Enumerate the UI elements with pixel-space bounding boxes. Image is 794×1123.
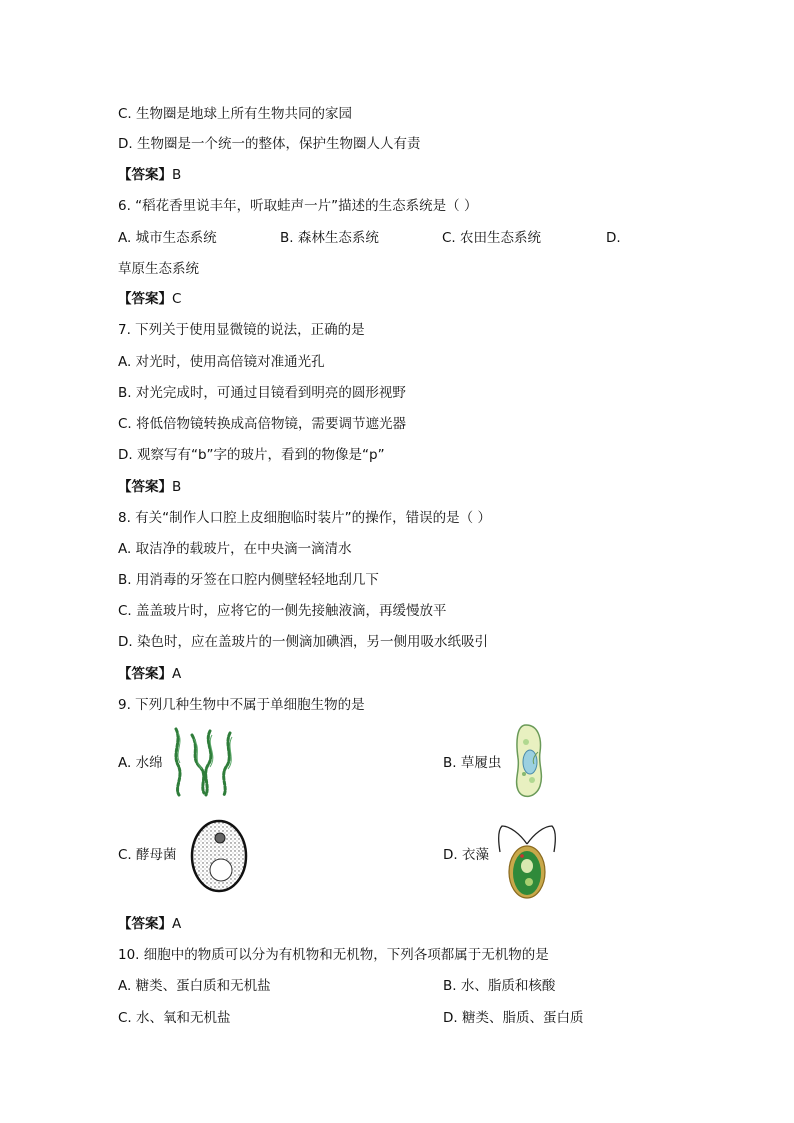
q9-option-b: B. 草履虫 [443, 755, 502, 771]
answer-label: 【答案】 [118, 167, 172, 183]
answer-label: 【答案】 [118, 666, 172, 682]
q7-answer [118, 478, 181, 496]
q8-stem: 8. 有关“制作人口腔上皮细胞临时装片”的操作，错误的是（ ） [118, 510, 491, 526]
q10-option-b: B. 水、脂质和核酸 [443, 978, 556, 994]
q8-option-a: A. 取洁净的载玻片，在中央滴一滴清水 [118, 541, 352, 557]
q10-option-d: D. 糖类、脂质、蛋白质 [443, 1010, 584, 1026]
q9-option-a: A. 水绵 [118, 755, 163, 771]
q5-option-d: D. 生物圈是一个统一的整体，保护生物圈人人有责 [118, 136, 421, 152]
q6-option-b: B. 森林生态系统 [280, 230, 379, 246]
answer-value: A [172, 666, 182, 682]
q9-option-c: C. 酵母菌 [118, 847, 177, 863]
answer-value: C [172, 291, 182, 307]
yeast-image [190, 818, 248, 894]
answer-value: B [172, 479, 182, 495]
q8-answer [118, 665, 181, 683]
spirogyra-image [170, 727, 238, 797]
answer-value: A [172, 916, 182, 932]
q9-stem: 9. 下列几种生物中不属于单细胞生物的是 [118, 697, 365, 713]
paramecium-image [508, 722, 550, 802]
q7-option-c: C. 将低倍物镜转换成高倍物镜，需要调节遮光器 [118, 416, 407, 432]
q6-option-d: D. [606, 230, 621, 246]
q9-option-d: D. 衣藻 [443, 847, 489, 863]
q9-answer [118, 915, 181, 933]
q8-option-c: C. 盖盖玻片时，应将它的一侧先接触液滴，再缓慢放平 [118, 603, 447, 619]
q6-stem: 6. “稻花香里说丰年，听取蛙声一片”描述的生态系统是（ ） [118, 198, 478, 214]
q8-option-b: B. 用消毒的牙签在口腔内侧壁轻轻地刮几下 [118, 572, 379, 588]
q5-answer [118, 166, 181, 184]
q6-answer [118, 290, 181, 308]
q10-option-c: C. 水、氧和无机盐 [118, 1010, 231, 1026]
q10-option-a: A. 糖类、蛋白质和无机盐 [118, 978, 271, 994]
q6-option-a: A. 城市生态系统 [118, 230, 217, 246]
q7-option-b: B. 对光完成时，可通过目镜看到明亮的圆形视野 [118, 385, 406, 401]
answer-label: 【答案】 [118, 291, 172, 307]
q8-option-d: D. 染色时，应在盖玻片的一侧滴加碘酒，另一侧用吸水纸吸引 [118, 634, 488, 650]
answer-value: B [172, 167, 182, 183]
q6-option-d-text: 草原生态系统 [118, 261, 199, 277]
chlamydomonas-image [496, 816, 558, 902]
answer-label: 【答案】 [118, 479, 172, 495]
q6-option-c: C. 农田生态系统 [442, 230, 542, 246]
q10-stem: 10. 细胞中的物质可以分为有机物和无机物，下列各项都属于无机物的是 [118, 947, 549, 963]
q5-option-c: C. 生物圈是地球上所有生物共同的家园 [118, 106, 353, 122]
q7-stem: 7. 下列关于使用显微镜的说法，正确的是 [118, 322, 365, 338]
answer-label: 【答案】 [118, 916, 172, 932]
q7-option-d: D. 观察写有“b”字的玻片，看到的物像是“p” [118, 447, 385, 463]
q7-option-a: A. 对光时，使用高倍镜对准通光孔 [118, 354, 325, 370]
